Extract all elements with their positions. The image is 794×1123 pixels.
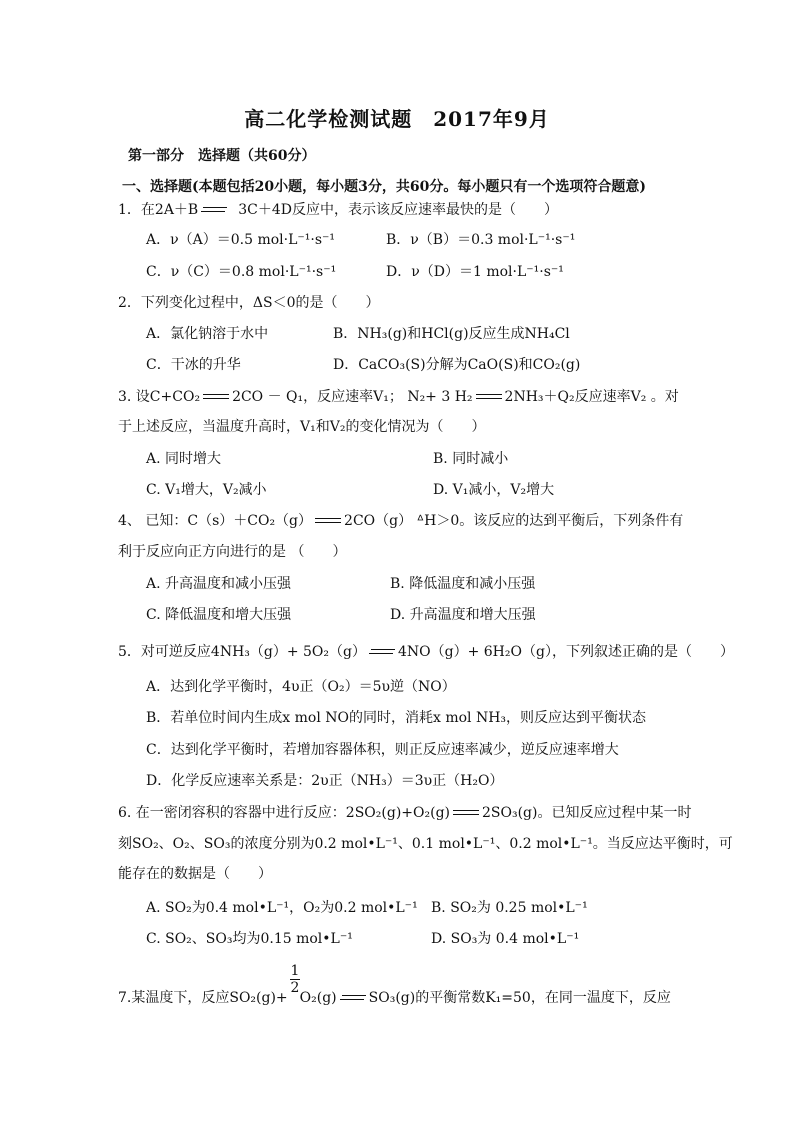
question-5-option-a: A．达到化学平衡时，4υ正（O₂）＝5υ逆（NO） [146, 679, 456, 695]
equilibrium-arrow-icon [315, 516, 341, 526]
equilibrium-arrow-icon [201, 205, 227, 215]
question-3-option-b: B. 同时减小 [433, 451, 509, 467]
equilibrium-arrow-icon [203, 392, 229, 402]
part-heading: 第一部分 选择题（共60分） [128, 148, 316, 164]
question-2-stem: 2．下列变化过程中，ΔS＜0的是（ ） [118, 295, 380, 311]
question-2-option-b: B．NH₃(g)和HCl(g)反应生成NH₄Cl [333, 326, 570, 342]
question-1-option-c: C．ν（C）＝0.8 mol·L⁻¹·s⁻¹ [146, 264, 337, 280]
question-3-stem: 3. 设C+CO₂ 2CO － Q₁，反应速率V₁； N₂+ 3 H₂ 2NH₃＋Q₂反应速率V₂ 。对 [118, 389, 679, 405]
question-1-stem: 1．在2A＋B 3C＋4D反应中，表示该反应速率最快的是（ ） [118, 202, 558, 218]
question-6-option-d: D. SO₃为 0.4 mol•L⁻¹ [431, 931, 580, 947]
question-6-option-c: C. SO₂、SO₃均为0.15 mol•L⁻¹ [146, 931, 353, 947]
question-1-option-b: B．ν（B）＝0.3 mol·L⁻¹·s⁻¹ [386, 232, 576, 248]
equilibrium-arrow-icon [340, 993, 366, 1003]
question-6-option-a: A. SO₂为0.4 mol•L⁻¹，O₂为0.2 mol•L⁻¹ [146, 900, 418, 916]
question-4-option-b: B. 降低温度和减小压强 [390, 576, 536, 592]
question-5-option-d: D．化学反应速率关系是：2υ正（NH₃）＝3υ正（H₂O） [146, 773, 504, 789]
question-4-stem-continued: 利于反应向正方向进行的是 （ ） [118, 544, 347, 560]
question-1-option-a: A．ν（A）＝0.5 mol·L⁻¹·s⁻¹ [146, 232, 336, 248]
equilibrium-arrow-icon [369, 647, 395, 657]
question-6-option-b: B. SO₂为 0.25 mol•L⁻¹ [431, 900, 588, 916]
question-3-option-a: A. 同时增大 [146, 451, 222, 467]
question-2-option-d: D．CaCO₃(S)分解为CaO(S)和CO₂(g) [333, 357, 581, 373]
question-3-stem-continued: 于上述反应，当温度升高时，V₁和V₂的变化情况为（ ） [118, 419, 486, 435]
question-6-stem-end: 能存在的数据是（ ） [118, 866, 272, 882]
question-1-option-d: D．ν（D）＝1 mol·L⁻¹·s⁻¹ [386, 264, 564, 280]
question-3-option-c: C. V₁增大，V₂减小 [146, 482, 267, 498]
section-heading: 一、选择题(本题包括20小题，每小题3分，共60分。每小题只有一个选项符合题意) [122, 179, 646, 195]
equilibrium-arrow-icon [476, 392, 502, 402]
equilibrium-arrow-icon [453, 808, 479, 818]
page-title: 高二化学检测试题 2017年9月 [244, 107, 550, 131]
question-5-option-c: C．达到化学平衡时，若增加容器体积，则正反应速率减少，逆反应速率增大 [146, 742, 619, 758]
question-6-stem: 6. 在一密闭容积的容器中进行反应：2SO₂(g)+O₂(g) 2SO₃(g)。已知反应过程中某一时 [118, 805, 692, 821]
question-4-option-a: A. 升高温度和减小压强 [146, 576, 292, 592]
question-3-option-d: D. V₁减小，V₂增大 [433, 482, 555, 498]
question-2-option-c: C．干冰的升华 [146, 357, 241, 373]
question-4-option-c: C. 降低温度和增大压强 [146, 607, 292, 623]
fraction-one-half: 1 2 [290, 963, 300, 996]
question-7-stem: 7.某温度下，反应SO₂(g)+ O₂(g) SO₃(g)的平衡常数K₁=50，在同一温度下，反应 [118, 990, 671, 1006]
question-2-option-a: A．氯化钠溶于水中 [146, 326, 269, 342]
question-5-stem: 5．对可逆反应4NH₃（g）+ 5O₂（g） 4NO（g）+ 6H₂O（g），下列叙述正确的是（ ） [118, 644, 734, 660]
question-5-option-b: B．若单位时间内生成x mol NO的同时，消耗x mol NH₃，则反应达到平衡状态 [146, 710, 647, 726]
question-4-stem: 4、 已知：C（s）＋CO₂（g） 2CO（g） ᐞH＞0。该反应的达到平衡后，下列条件有 [118, 513, 684, 529]
question-4-option-d: D. 升高温度和增大压强 [390, 607, 536, 623]
question-6-stem-continued: 刻SO₂、O₂、SO₃的浓度分别为0.2 mol•L⁻¹、0.1 mol•L⁻¹、0.2 mol•L⁻¹。当反应达平衡时，可 [118, 836, 733, 852]
